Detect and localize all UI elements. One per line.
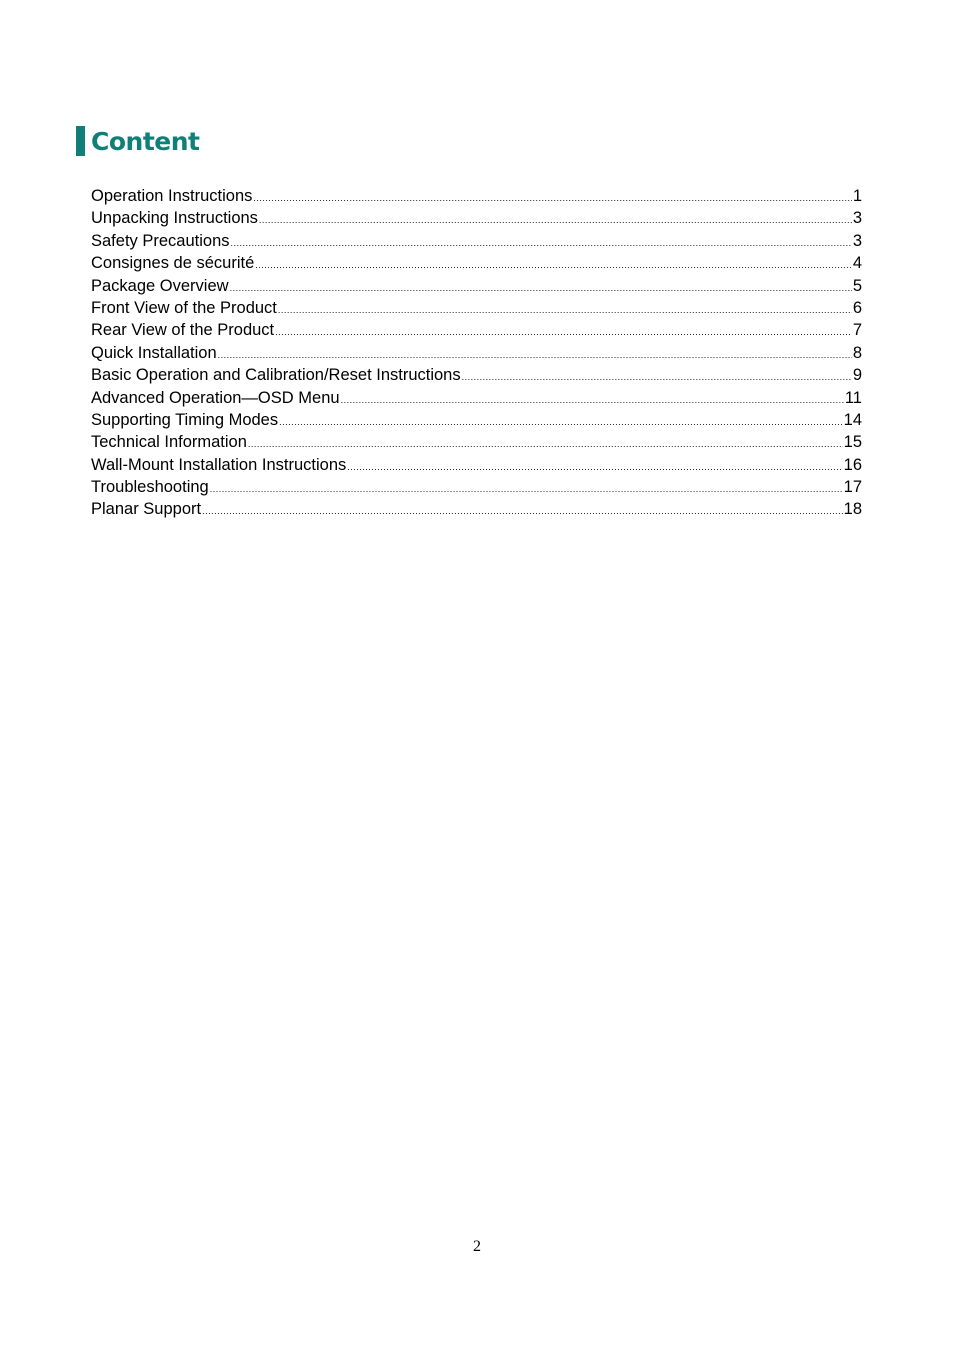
toc-dot-leader (255, 254, 852, 276)
toc-entry-page: 1 (852, 187, 862, 205)
toc-entry-page: 4 (852, 254, 862, 273)
toc-entry-title: Wall-Mount Installation Instructions (91, 455, 347, 474)
toc-entry[interactable] (91, 207, 862, 229)
toc-dot-leader (248, 433, 843, 455)
toc-entry-page: 3 (852, 209, 862, 228)
page-title: Content (91, 126, 200, 156)
toc-entry-title: Troubleshooting (91, 478, 209, 497)
toc-entry-page: 5 (852, 276, 862, 295)
toc-entry-page: 14 (843, 410, 862, 429)
toc-dot-leader (275, 321, 852, 343)
toc-entry[interactable] (91, 275, 862, 297)
toc-entry-page: 17 (843, 478, 862, 497)
toc-dot-leader (253, 187, 851, 209)
toc-entry-page: 6 (852, 298, 862, 317)
toc-entry[interactable] (91, 252, 862, 274)
toc-entry-page: 8 (852, 343, 862, 362)
toc-entry-title: Basic Operation and Calibration/Reset Instructions (91, 366, 461, 385)
toc-entry-page: 18 (843, 500, 862, 519)
toc-entry[interactable] (91, 387, 862, 409)
toc-entry-title: Supporting Timing Modes (91, 410, 279, 429)
toc-entry[interactable] (91, 476, 862, 498)
toc-entry[interactable] (91, 454, 862, 476)
toc-entry-title: Unpacking Instructions (91, 209, 258, 228)
toc-entry[interactable] (91, 185, 862, 207)
toc-dot-leader (341, 389, 844, 411)
toc-dot-leader (231, 232, 852, 254)
toc-entry[interactable] (91, 409, 862, 431)
toc-entry-title: Package Overview (91, 276, 229, 295)
toc-entry-title: Rear View of the Product (91, 321, 275, 340)
toc-dot-leader (202, 500, 843, 522)
toc-entry[interactable] (91, 498, 862, 520)
toc-entry-page: 9 (852, 366, 862, 385)
toc-dot-leader (218, 344, 852, 366)
toc-entry-title: Consignes de sécurité (91, 254, 255, 273)
toc-entry-page: 3 (852, 231, 862, 250)
content-heading (76, 124, 199, 158)
page-number: 2 (473, 1238, 481, 1255)
toc-entry[interactable] (91, 342, 862, 364)
toc-dot-leader (278, 299, 852, 321)
toc-dot-leader (347, 456, 842, 478)
toc-entry[interactable] (91, 319, 862, 341)
toc-entry-page: 7 (852, 321, 862, 340)
toc-entry-title: Advanced Operation—OSD Menu (91, 388, 340, 407)
toc-entry-title: Quick Installation (91, 343, 217, 362)
heading-accent-bar (76, 126, 85, 156)
toc-dot-leader (279, 411, 843, 433)
toc-dot-leader (259, 209, 852, 231)
toc-entry-page: 11 (844, 388, 862, 407)
toc-entry[interactable] (91, 230, 862, 252)
toc-entry[interactable] (91, 431, 862, 453)
toc-entry-title: Safety Precautions (91, 231, 230, 250)
toc-entry-page: 15 (843, 433, 862, 452)
toc-entry-title: Front View of the Product (91, 298, 277, 317)
toc-entry-title: Technical Information (91, 433, 247, 452)
toc-dot-leader (230, 277, 852, 299)
toc-entry[interactable] (91, 364, 862, 386)
toc-dot-leader (462, 366, 852, 388)
toc-dot-leader (210, 478, 843, 500)
toc-entry-page: 16 (843, 455, 862, 474)
table-of-contents (91, 185, 862, 521)
toc-entry[interactable] (91, 297, 862, 319)
toc-entry-title: Operation Instructions (91, 187, 253, 205)
toc-entry-title: Planar Support (91, 500, 202, 519)
